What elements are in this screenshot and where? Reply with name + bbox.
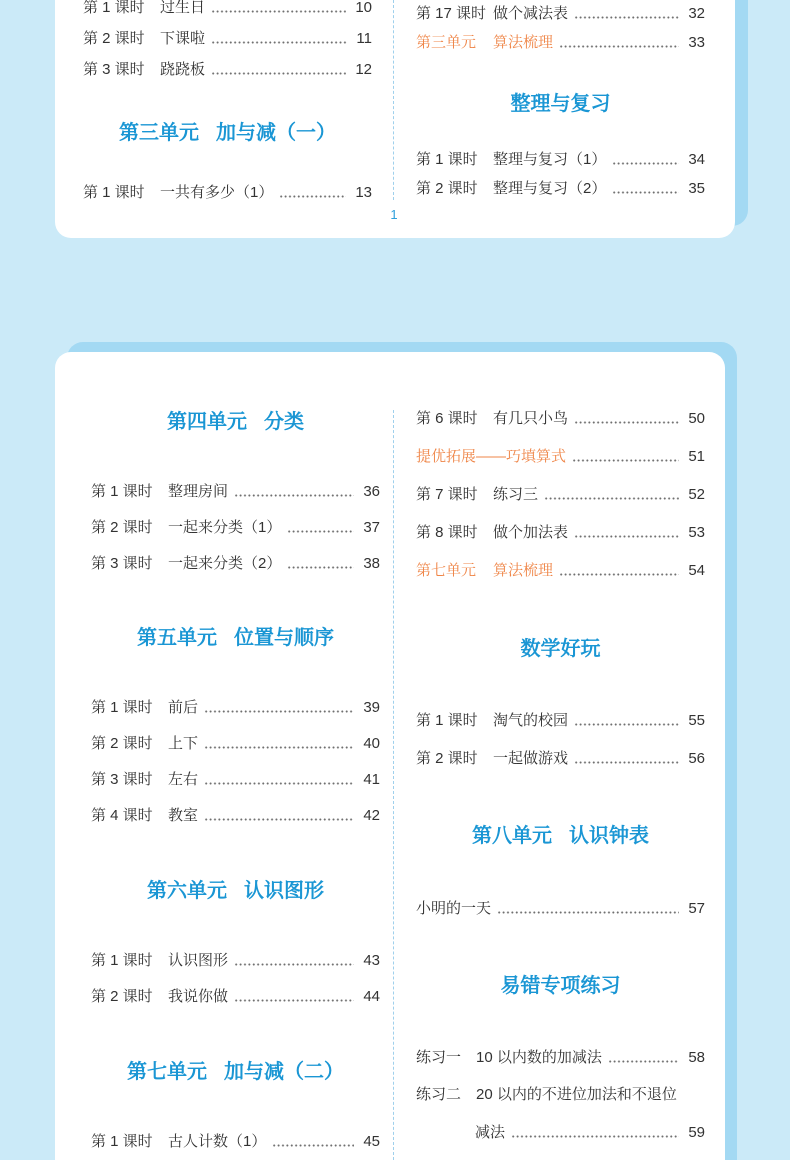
- entry-title: 教室: [168, 807, 199, 824]
- entry-page-number: 45: [363, 1133, 380, 1150]
- toc-entry: [91, 951, 380, 971]
- entry-page-number: 50: [688, 410, 705, 427]
- leader-dots: [574, 761, 679, 764]
- unit-heading: [416, 822, 705, 850]
- leader-dots: [572, 459, 679, 462]
- entry-title: 提优拓展——巧填算式: [416, 448, 567, 465]
- entry-label: 第 1 课时: [416, 151, 478, 168]
- entry-title: 一起做游戏: [493, 750, 569, 767]
- entry-label: 第 17 课时: [416, 5, 487, 22]
- unit-title: 位置与顺序: [234, 627, 334, 649]
- entry-label: 第 1 课时: [91, 952, 153, 969]
- toc-column-left: [91, 0, 380, 1160]
- entry-page-number: 32: [688, 5, 705, 22]
- entry-page-number: 12: [355, 61, 372, 78]
- leader-dots: [608, 1060, 679, 1063]
- entry-title: 一共有多少（1）: [160, 184, 274, 201]
- toc-entry-highlight: [416, 447, 705, 467]
- unit-title: 认识钟表: [569, 825, 649, 847]
- entry-label: 第 1 课时: [416, 712, 478, 729]
- leader-dots: [574, 723, 679, 726]
- entry-label: 第 7 课时: [416, 486, 478, 503]
- entry-label: 第 1 课时: [91, 699, 153, 716]
- entry-title: 整理与复习（2）: [493, 180, 607, 197]
- entry-page-number: 54: [688, 562, 705, 579]
- leader-dots: [497, 911, 679, 914]
- entry-title: 练习三: [493, 486, 539, 503]
- entry-page-number: 59: [688, 1124, 705, 1141]
- entry-title: 跷跷板: [160, 61, 206, 78]
- entry-page-number: 40: [363, 735, 380, 752]
- section-heading: [416, 972, 705, 1000]
- entry-page-number: 53: [688, 524, 705, 541]
- unit-number: 第五单元: [137, 627, 217, 649]
- entry-title: 认识图形: [168, 952, 229, 969]
- entry-title: 整理房间: [168, 483, 229, 500]
- entry-label: 第 4 课时: [91, 807, 153, 824]
- leader-dots: [287, 530, 354, 533]
- section-title: 易错专项练习: [500, 975, 621, 997]
- entry-page-number: 44: [363, 988, 380, 1005]
- entry-label: 第 6 课时: [416, 410, 478, 427]
- entry-label: 第 1 课时: [83, 0, 145, 16]
- entry-page-number: 41: [363, 771, 380, 788]
- leader-dots: [287, 566, 354, 569]
- entry-page-number: 35: [688, 180, 705, 197]
- entry-page-number: 51: [688, 448, 705, 465]
- entry-page-number: 42: [363, 807, 380, 824]
- entry-title: 20 以内的不进位加法和不退位: [476, 1086, 677, 1103]
- toc-entry-highlight: [416, 561, 705, 581]
- entry-title: 做个加法表: [493, 524, 569, 541]
- entry-page-number: 34: [688, 151, 705, 168]
- toc-entry: [91, 806, 380, 826]
- unit-heading: [91, 877, 380, 905]
- entry-title: 一起来分类（1）: [168, 519, 282, 536]
- entry-label: 第 2 课时: [91, 988, 153, 1005]
- entry-title: 古人计数（1）: [168, 1133, 267, 1150]
- entry-label: 第 1 课时: [83, 184, 145, 201]
- column-divider: [393, 0, 394, 200]
- leader-dots: [544, 497, 679, 500]
- unit-title: 加与减（一）: [216, 122, 336, 144]
- leader-dots: [234, 999, 354, 1002]
- entry-page-number: 11: [356, 30, 372, 47]
- unit-heading: [91, 408, 380, 436]
- toc-column-right: [416, 0, 705, 1160]
- entry-label: 第 1 课时: [91, 1133, 153, 1150]
- unit-title: 认识图形: [244, 880, 324, 902]
- entry-page-number: 52: [688, 486, 705, 503]
- entry-title: 一起来分类（2）: [168, 555, 282, 572]
- toc-entry: [91, 734, 380, 754]
- entry-label: 第七单元: [416, 562, 477, 579]
- unit-number: 第四单元: [167, 411, 247, 433]
- entry-page-number: 38: [363, 555, 380, 572]
- leader-dots: [204, 746, 354, 749]
- section-heading: [416, 635, 705, 663]
- entry-page-number: 13: [355, 184, 372, 201]
- entry-label: 第 3 课时: [91, 555, 153, 572]
- page-number: 1: [390, 207, 398, 222]
- leader-dots: [234, 963, 354, 966]
- entry-label: 第 2 课时: [91, 519, 153, 536]
- entry-label: 第 2 课时: [416, 750, 478, 767]
- toc-entry: [416, 523, 705, 543]
- entry-label: 第 2 课时: [83, 30, 145, 47]
- entry-title: 前后: [168, 699, 199, 716]
- entry-title: 有几只小鸟: [493, 410, 569, 427]
- entry-page-number: 33: [688, 34, 705, 51]
- entry-label: 第三单元: [416, 34, 477, 51]
- section-title: 数学好玩: [520, 638, 601, 660]
- leader-dots: [204, 710, 354, 713]
- entry-label: 第 2 课时: [416, 180, 478, 197]
- leader-dots: [511, 1135, 679, 1138]
- entry-page-number: 43: [363, 952, 380, 969]
- entry-label: 练习二: [416, 1086, 462, 1103]
- entry-title: 我说你做: [168, 988, 229, 1005]
- leader-dots: [272, 1144, 354, 1147]
- entry-page-number: 37: [363, 519, 380, 536]
- entry-label: 练习一: [416, 1049, 462, 1066]
- entry-label: 第 3 课时: [83, 61, 145, 78]
- entry-title: 小明的一天: [416, 900, 492, 917]
- entry-page-number: 10: [355, 0, 372, 16]
- toc-entry: [91, 518, 380, 538]
- leader-dots: [559, 573, 679, 576]
- toc-entry: [91, 698, 380, 718]
- entry-title: 10 以内数的加减法: [476, 1049, 602, 1066]
- entry-title: 整理与复习（1）: [493, 151, 607, 168]
- unit-title: 分类: [264, 411, 304, 433]
- leader-dots: [234, 494, 354, 497]
- toc-entry: [416, 899, 705, 919]
- toc-entry-continuation: [416, 1123, 705, 1143]
- column-divider: [393, 410, 394, 1160]
- entry-title: 做个减法表: [493, 5, 569, 22]
- entry-page-number: 36: [363, 483, 380, 500]
- entry-page-number: 56: [688, 750, 705, 767]
- entry-page-number: 58: [688, 1049, 705, 1066]
- entry-page-number: 55: [688, 712, 705, 729]
- unit-heading: [91, 1058, 380, 1086]
- toc-entry: [416, 485, 705, 505]
- entry-title: 下课啦: [160, 30, 206, 47]
- toc-entry: [91, 987, 380, 1007]
- entry-title: 减法: [475, 1124, 506, 1141]
- unit-number: 第三单元: [119, 122, 199, 144]
- entry-title: 上下: [168, 735, 199, 752]
- leader-dots: [574, 421, 679, 424]
- entry-title: 左右: [168, 771, 199, 788]
- unit-number: 第八单元: [472, 825, 552, 847]
- entry-label: 第 8 课时: [416, 524, 478, 541]
- toc-entry: [91, 1132, 380, 1152]
- leader-dots: [574, 535, 679, 538]
- entry-title: 过生日: [160, 0, 206, 16]
- toc-entry: [91, 554, 380, 574]
- toc-entry: [416, 711, 705, 731]
- entry-label: 第 2 课时: [91, 735, 153, 752]
- leader-dots: [204, 782, 354, 785]
- toc-entry: [91, 770, 380, 790]
- toc-entry: [91, 482, 380, 502]
- entry-title: 淘气的校园: [493, 712, 569, 729]
- entry-page-number: 39: [363, 699, 380, 716]
- toc-entry: [416, 749, 705, 769]
- unit-number: 第六单元: [147, 880, 227, 902]
- section-title: 整理与复习: [510, 93, 611, 115]
- leader-dots: [204, 818, 354, 821]
- toc-entry: [416, 1085, 705, 1105]
- unit-number: 第七单元: [127, 1061, 207, 1083]
- entry-title: 算法梳理: [493, 562, 554, 579]
- unit-heading: [91, 624, 380, 652]
- entry-label: 第 1 课时: [91, 483, 153, 500]
- toc-entry: [416, 1048, 705, 1068]
- entry-label: 第 3 课时: [91, 771, 153, 788]
- unit-title: 加与减（二）: [224, 1061, 344, 1083]
- toc-entry: [416, 409, 705, 429]
- entry-title: 算法梳理: [493, 34, 554, 51]
- entry-page-number: 57: [688, 900, 705, 917]
